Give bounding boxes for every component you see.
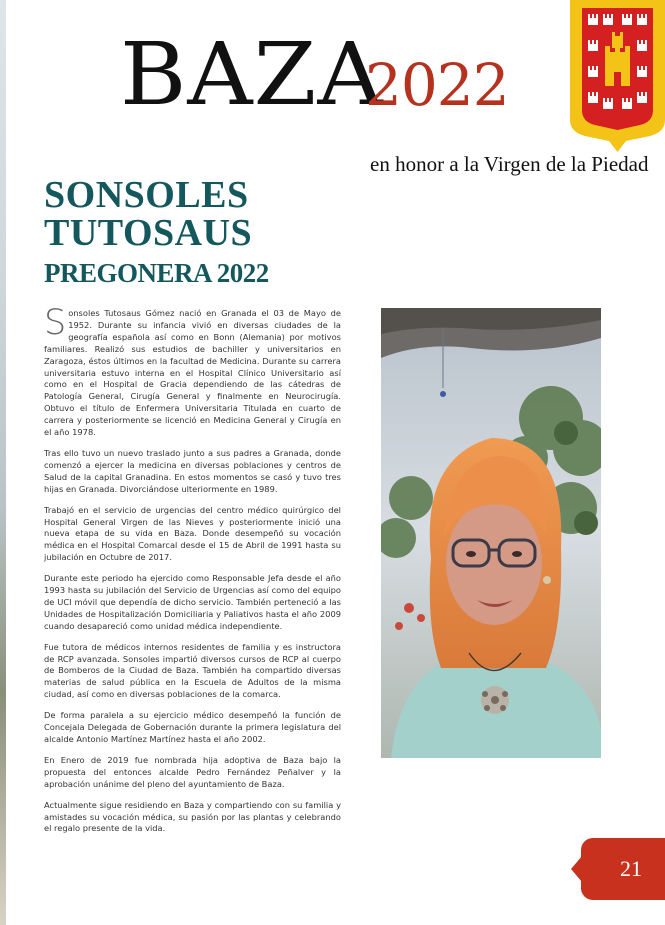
coat-of-arms-icon [570, 0, 665, 152]
paragraph: De forma paralela a su ejercicio médico desempeñó la función de Concejala Delegada de Gobernación durante la primera legislatura del alcalde Antonio Martínez Martínez hasta el año 2002. [44, 710, 341, 744]
heading-first-name: SONSOLES [44, 174, 249, 216]
previous-page-edge [0, 0, 6, 925]
article-heading [44, 176, 252, 252]
portrait-photo [381, 308, 601, 758]
paragraph: Sonsoles Tutosaus Gómez nació en Granada el 03 de Mayo de 1952. Durante su infancia vivió en diversas ciudades de la geografía española así como en Bonn (Alemania) por motivos familiares. Realizó sus estudios de bachiller y universitarios en Zaragoza, éstos últimos en la facultad de Medicina. Durante su carrera universitaria estuvo interna en el Hospital Clínico Universitario así como en el Hospital de Gracia dependiendo de las cátedras de Patología General, Cirugía General y finalmente en Neurocirugía. Obtuvo el título de Enfermera Universitaria Titulada en cuarto de carrera y posteriormente se licenció en Medicina General y Cirugía en el año 1978. [44, 303, 341, 438]
masthead [120, 25, 649, 176]
page-number: 21 [620, 856, 642, 881]
article-body [44, 303, 341, 844]
heading-last-name: TUTOSAUS [44, 212, 253, 254]
paragraph: Tras ello tuvo un nuevo traslado junto a sus padres a Granada, donde comenzó a ejercer la medicina en diversas poblaciones y centros de Salud de la capital Granadina. En estos momentos se casó y tuvo tres hijas en Granada. Divorciándose ulteriormente en 1989. [44, 447, 341, 494]
paragraph: En Enero de 2019 fue nombrada hija adoptiva de Baza bajo la propuesta del entonces alcalde Pedro Fernández Peñalver y la aprobación unánime del pleno del ayuntamiento de Baza. [44, 754, 341, 789]
paragraph: Trabajó en el servicio de urgencias del centro médico quirúrgico del Hospital General Virgen de las Nieves y posteriormente inició una nueva etapa de su vida en Baza. Donde desempeñó su vocación médica en el Hospital Comarcal desde el 15 de Abril de 1991 hasta su jubilación en Octubre de 2017. [44, 504, 341, 563]
masthead-title: BAZA [120, 25, 384, 125]
masthead-subtitle: en honor a la Virgen de la Piedad [370, 152, 649, 176]
page-number-tab [581, 838, 665, 900]
masthead-year: 2022 [365, 51, 509, 119]
paragraph: Durante este periodo ha ejercido como Responsable Jefa desde el año 1993 hasta su jubilación del Servicio de Urgencias así como del equipo de UCI móvil que dependía de dicho servicio. También perteneció a las Unidades de Hospitalización Domiciliaria y Paliativos hasta el año 2009 cuando desapareció como unidad médica independiente. [44, 573, 341, 631]
article-subheading: PREGONERA 2022 [44, 258, 269, 288]
drop-cap: S [44, 303, 67, 343]
paragraph: Actualmente sigue residiendo en Baza y compartiendo con su familia y amistades su vocación médica, su pasión por las plantas y celebrando el regalo presente de la vida. [44, 799, 341, 834]
paragraph: Fue tutora de médicos internos residentes de familia y es instructora de RCP avanzada. Sonsoles impartió diversos cursos de RCP al cuerpo de Bomberos de la Ciudad de Baza. También ha compartido diversas materias de salud pública en la Escuela de Adultos de la misma ciudad, así como en diversas poblaciones de la comarca. [44, 641, 341, 700]
